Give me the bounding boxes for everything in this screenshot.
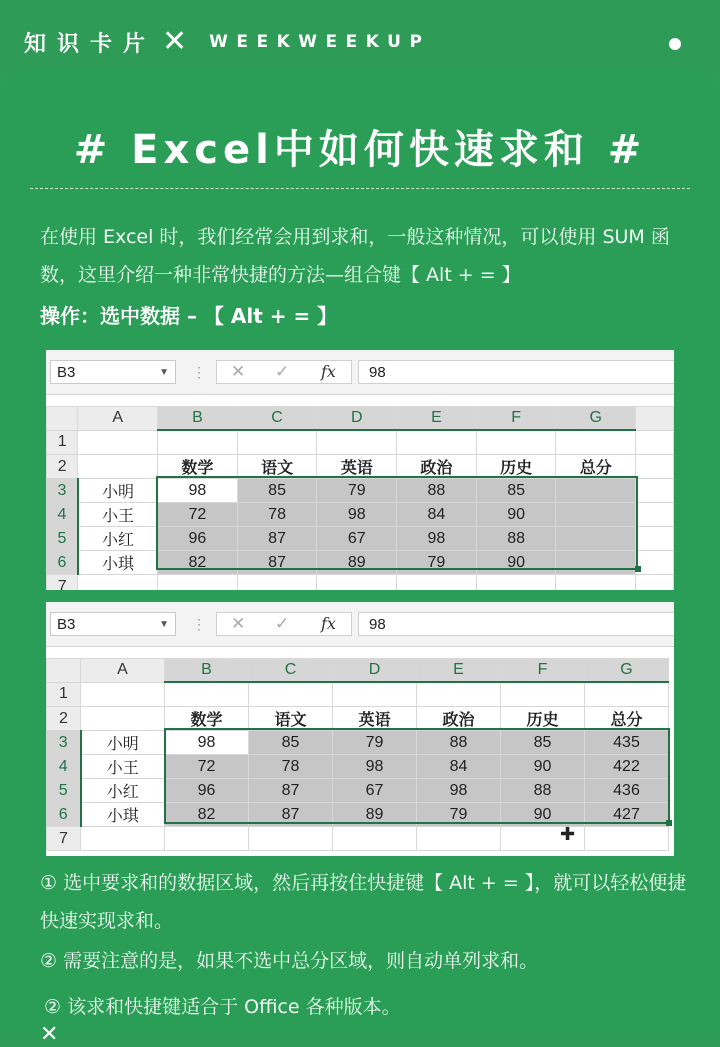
column-header[interactable]: C xyxy=(237,407,317,431)
grip-icon: ⋮ xyxy=(192,616,206,632)
cell[interactable] xyxy=(81,682,165,707)
cell[interactable]: 90 xyxy=(476,503,556,527)
cell[interactable]: 79 xyxy=(333,731,417,755)
row-header[interactable]: 1 xyxy=(47,430,78,455)
column-header[interactable]: D xyxy=(317,407,397,431)
page-title: # Excel中如何快速求和 # xyxy=(73,127,647,173)
row-header[interactable]: 7 xyxy=(47,575,78,591)
cell[interactable] xyxy=(165,827,249,851)
cell[interactable] xyxy=(81,827,165,851)
cell[interactable]: 96 xyxy=(158,527,238,551)
cell[interactable] xyxy=(556,430,636,455)
column-header[interactable]: G xyxy=(556,407,636,431)
sum-cell[interactable]: 436 xyxy=(585,779,669,803)
header-cell[interactable]: 语文 xyxy=(249,707,333,731)
cell[interactable]: 89 xyxy=(333,803,417,827)
column-header[interactable]: F xyxy=(501,659,585,683)
tag-label: WEEKWEEKUP xyxy=(209,32,431,52)
cell[interactable]: 88 xyxy=(397,479,477,503)
cell[interactable]: 78 xyxy=(237,503,317,527)
column-header xyxy=(636,407,674,431)
name-box-value: B3 xyxy=(57,364,76,381)
cell[interactable]: 98 xyxy=(417,779,501,803)
formula-buttons xyxy=(216,360,352,384)
name-cell[interactable]: 小王 xyxy=(81,755,165,779)
dropdown-icon[interactable]: ▼ xyxy=(159,367,169,378)
column-header[interactable]: D xyxy=(333,659,417,683)
cell[interactable]: 98 xyxy=(317,503,397,527)
cell[interactable] xyxy=(249,682,333,707)
sheet-grid xyxy=(46,658,669,851)
cell[interactable] xyxy=(636,503,674,527)
header-cell[interactable]: 总分 xyxy=(585,707,669,731)
check-icon[interactable]: ✓ xyxy=(275,362,290,381)
row-header[interactable]: 1 xyxy=(47,682,81,707)
cancel-icon[interactable]: ✕ xyxy=(231,614,246,633)
name-cell[interactable]: 小琪 xyxy=(78,551,158,575)
cell[interactable] xyxy=(636,479,674,503)
operation-text: 操作：选中数据 – 【 Alt + = 】 xyxy=(40,304,338,328)
cell[interactable] xyxy=(417,827,501,851)
cell[interactable]: 90 xyxy=(501,803,585,827)
close-x-icon: ✕ xyxy=(40,1022,59,1047)
cell[interactable] xyxy=(237,430,317,455)
cell[interactable] xyxy=(81,707,165,731)
row-header[interactable]: 6 xyxy=(47,551,78,575)
fill-handle[interactable] xyxy=(666,820,672,826)
row-header[interactable]: 7 xyxy=(47,827,81,851)
fx-icon[interactable]: fx xyxy=(321,614,336,633)
cell[interactable]: 79 xyxy=(317,479,397,503)
header-cell[interactable]: 政治 xyxy=(417,707,501,731)
cell[interactable]: 85 xyxy=(237,479,317,503)
name-cell[interactable]: 小红 xyxy=(78,527,158,551)
cancel-icon[interactable]: ✕ xyxy=(231,362,246,381)
name-box[interactable] xyxy=(50,360,176,384)
cell[interactable] xyxy=(333,827,417,851)
row-header[interactable]: 4 xyxy=(47,503,78,527)
cell[interactable] xyxy=(476,575,556,591)
name-cell[interactable]: 小明 xyxy=(78,479,158,503)
cell[interactable]: 87 xyxy=(249,803,333,827)
cell[interactable] xyxy=(78,455,158,479)
row-header[interactable]: 6 xyxy=(47,803,81,827)
cell[interactable]: 78 xyxy=(249,755,333,779)
column-header[interactable]: G xyxy=(585,659,669,683)
cell[interactable]: 98 xyxy=(165,731,249,755)
cell[interactable]: 72 xyxy=(165,755,249,779)
cell[interactable] xyxy=(556,479,636,503)
sum-cell[interactable]: 422 xyxy=(585,755,669,779)
cell[interactable]: 98 xyxy=(158,479,238,503)
formula-input[interactable]: 98 xyxy=(358,612,674,636)
row-header[interactable]: 4 xyxy=(47,755,81,779)
fx-icon[interactable]: fx xyxy=(321,362,336,381)
cell[interactable]: 87 xyxy=(249,779,333,803)
grip-icon: ⋮ xyxy=(192,364,206,380)
header-cell[interactable]: 历史 xyxy=(501,707,585,731)
cell[interactable] xyxy=(636,575,674,591)
cell[interactable] xyxy=(158,575,238,591)
cell[interactable]: 88 xyxy=(501,779,585,803)
header-cell[interactable]: 语文 xyxy=(237,455,317,479)
header-cell[interactable]: 历史 xyxy=(476,455,556,479)
cell[interactable] xyxy=(237,575,317,591)
row-header[interactable]: 2 xyxy=(47,707,81,731)
cell[interactable]: 84 xyxy=(397,503,477,527)
row-header[interactable]: 5 xyxy=(47,779,81,803)
cell[interactable]: 67 xyxy=(333,779,417,803)
header-bar xyxy=(24,24,431,59)
column-header[interactable]: B xyxy=(158,407,238,431)
row-header[interactable]: 3 xyxy=(47,731,81,755)
cell[interactable] xyxy=(636,430,674,455)
close-x-icon: ✕ xyxy=(162,24,188,59)
cell[interactable]: 96 xyxy=(165,779,249,803)
name-box[interactable] xyxy=(50,612,176,636)
plus-cursor-icon: ✚ xyxy=(560,824,576,844)
cell[interactable] xyxy=(417,682,501,707)
cell[interactable] xyxy=(501,682,585,707)
cell[interactable] xyxy=(636,527,674,551)
cell[interactable]: 98 xyxy=(333,755,417,779)
cell[interactable]: 72 xyxy=(158,503,238,527)
row-header[interactable]: 2 xyxy=(47,455,78,479)
dropdown-icon[interactable]: ▼ xyxy=(159,619,169,630)
cell[interactable] xyxy=(317,575,397,591)
cell[interactable]: 84 xyxy=(417,755,501,779)
column-header[interactable]: A xyxy=(78,407,158,431)
dot-icon xyxy=(669,38,681,50)
column-header[interactable]: B xyxy=(165,659,249,683)
cell[interactable]: 82 xyxy=(165,803,249,827)
column-header[interactable]: F xyxy=(476,407,556,431)
cell[interactable]: 79 xyxy=(397,551,477,575)
formula-bar xyxy=(46,350,674,395)
cell[interactable] xyxy=(556,527,636,551)
note-3: ② 该求和快捷键适合于 Office 各种版本。 xyxy=(44,996,401,1018)
cell[interactable]: 87 xyxy=(237,527,317,551)
cell[interactable]: 89 xyxy=(317,551,397,575)
cell[interactable] xyxy=(556,575,636,591)
name-cell[interactable]: 小红 xyxy=(81,779,165,803)
note-1: ① 选中要求和的数据区域，然后再按住快捷键【 Alt + = 】，就可以轻松便捷快速实现求和。 xyxy=(40,872,687,932)
header-cell[interactable]: 英语 xyxy=(333,707,417,731)
note-2: ② 需要注意的是，如果不选中总分区域，则自动单列求和。 xyxy=(40,950,539,972)
select-all-corner[interactable] xyxy=(47,407,78,431)
header-cell[interactable]: 总分 xyxy=(556,455,636,479)
cell[interactable] xyxy=(397,575,477,591)
cell[interactable] xyxy=(78,575,158,591)
cell[interactable] xyxy=(165,682,249,707)
formula-input[interactable]: 98 xyxy=(358,360,674,384)
sheet-grid xyxy=(46,406,674,590)
column-header[interactable]: C xyxy=(249,659,333,683)
name-cell[interactable]: 小王 xyxy=(78,503,158,527)
sum-cell[interactable]: 427 xyxy=(585,803,669,827)
cell[interactable] xyxy=(333,682,417,707)
cell[interactable]: 87 xyxy=(237,551,317,575)
row-header[interactable]: 5 xyxy=(47,527,78,551)
cell[interactable]: 90 xyxy=(501,755,585,779)
cell[interactable]: 79 xyxy=(417,803,501,827)
column-header[interactable]: A xyxy=(81,659,165,683)
cell[interactable] xyxy=(397,430,477,455)
cell[interactable] xyxy=(636,455,674,479)
cell[interactable] xyxy=(585,827,669,851)
cell[interactable] xyxy=(158,430,238,455)
cell[interactable]: 88 xyxy=(417,731,501,755)
cell[interactable]: 67 xyxy=(317,527,397,551)
excel-screenshot-after xyxy=(46,602,674,856)
cell[interactable] xyxy=(476,430,556,455)
header-cell[interactable]: 英语 xyxy=(317,455,397,479)
cell[interactable] xyxy=(636,551,674,575)
header-cell[interactable]: 数学 xyxy=(158,455,238,479)
excel-screenshot-before xyxy=(46,350,674,590)
cell[interactable]: 85 xyxy=(476,479,556,503)
name-box-value: B3 xyxy=(57,616,76,633)
formula-bar xyxy=(46,602,674,647)
cell[interactable] xyxy=(249,827,333,851)
header-cell[interactable]: 数学 xyxy=(165,707,249,731)
cell[interactable] xyxy=(556,551,636,575)
brand-label: 知识卡片 xyxy=(24,31,157,57)
cell[interactable]: 98 xyxy=(397,527,477,551)
select-all-corner[interactable] xyxy=(47,659,81,683)
cell[interactable]: 82 xyxy=(158,551,238,575)
cell[interactable]: 90 xyxy=(476,551,556,575)
fill-handle[interactable] xyxy=(635,566,641,572)
header-cell[interactable]: 政治 xyxy=(397,455,477,479)
row-header[interactable]: 3 xyxy=(47,479,78,503)
check-icon[interactable]: ✓ xyxy=(275,614,290,633)
cell[interactable] xyxy=(585,682,669,707)
sum-cell[interactable]: 435 xyxy=(585,731,669,755)
cell[interactable] xyxy=(317,430,397,455)
formula-buttons xyxy=(216,612,352,636)
cell[interactable] xyxy=(556,503,636,527)
column-header[interactable]: E xyxy=(417,659,501,683)
divider xyxy=(30,188,690,189)
name-cell[interactable]: 小明 xyxy=(81,731,165,755)
intro-text: 在使用 Excel 时，我们经常会用到求和，一般这种情况，可以使用 SUM 函数，这里介绍一种非常快捷的方法—组合键【 Alt + = 】 xyxy=(40,226,670,286)
name-cell[interactable]: 小琪 xyxy=(81,803,165,827)
cell[interactable]: 85 xyxy=(249,731,333,755)
cell[interactable]: 85 xyxy=(501,731,585,755)
cell[interactable]: 88 xyxy=(476,527,556,551)
cell[interactable] xyxy=(78,430,158,455)
column-header[interactable]: E xyxy=(397,407,477,431)
